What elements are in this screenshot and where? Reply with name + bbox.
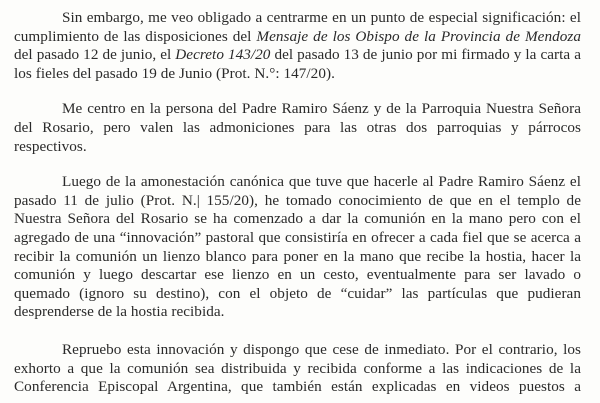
text-segment: Luego de la amonestación canónica que tuve que hacerle al Padre Ramiro Sáenz el pasado 11 de julio (Prot. N.| 155/20), he tomado conocimiento de que en el templo de Nuestra Señora del Rosario se ha comenzado a dar la comunión en la mano pero con el agregado de una “innovación” pastoral que consistiría en ofrecer a cada fiel que se acerca a recibir la comunión un lienzo blanco para poner en la mano que recibe la hostia, hacer la comunión y luego descartar ese lienzo en un cesto, eventualmente para ser lavado o quemado (ignoro su destino), con el objeto de “cuidar” las partículas que pudieran desprenderse de la hostia recibida. (14, 173, 581, 321)
paragraph-focus-parish (14, 100, 581, 156)
italic-title-mensaje: Mensaje de los Obispo de la Provincia de Mendoza (256, 27, 581, 45)
paragraph-admonition (14, 173, 581, 322)
text-segment: Repruebo esta innovación y dispongo que cese de inmediato. Por el contrario, los exhorto a que la comunión sea distribuida y recibida conforme a las indicaciones de la Conferencia Episcopal Argentina, que también están explicadas en videos puestos a (14, 340, 581, 396)
text-segment: Me centro en la persona del Padre Ramiro Sáenz y de la Parroquia Nuestra Señora del Rosario, pero valen las admoniciones para las otras dos parroquias y párrocos respectivos. (14, 100, 581, 155)
italic-title-decreto: Decreto 143/20 (175, 46, 271, 64)
text-segment: del pasado 13 de junio por mi firmado y la carta a los fieles del pasado 19 de Junio (Prot. N.°: 147/20). (14, 46, 581, 82)
text-segment: del pasado 12 de junio, el (14, 46, 176, 64)
text-segment: Sin embargo, me veo obligado a centrarme en un punto de especial significación: el cumplimiento de las disposiciones del (14, 9, 581, 45)
paragraph-reproval (14, 341, 581, 397)
paragraph-compliance (14, 9, 581, 83)
